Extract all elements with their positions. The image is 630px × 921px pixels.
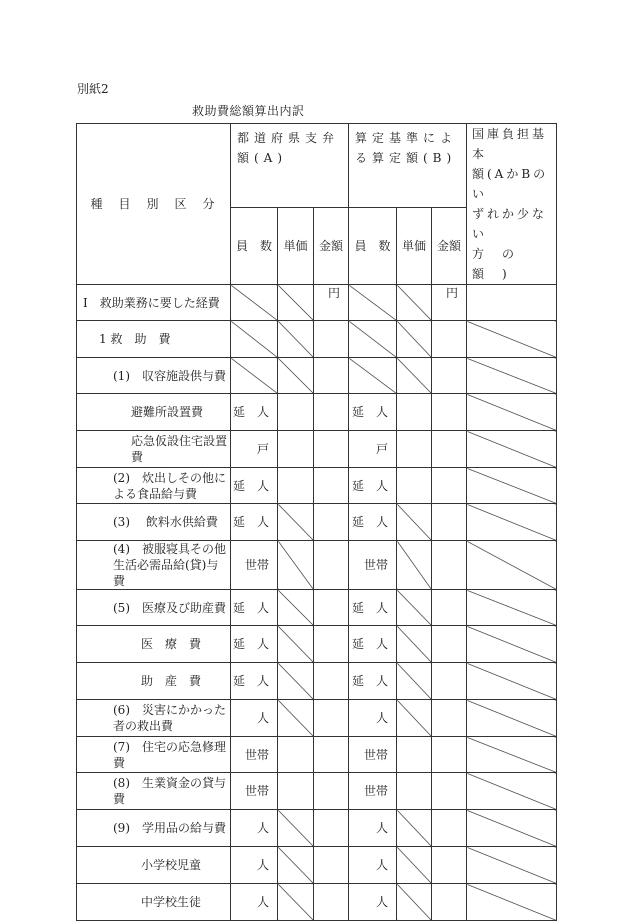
table-row	[77, 394, 557, 431]
table-row	[77, 810, 557, 847]
cell-b-unit-price	[397, 626, 432, 663]
cell-a-count: 人	[231, 700, 278, 737]
cell-a-count	[231, 285, 278, 321]
cell-a-unit-price	[278, 358, 314, 394]
cell-b-count	[349, 285, 397, 321]
cell-a-amount	[314, 431, 349, 468]
cell-a-count: 世帯	[231, 541, 278, 590]
cell-national-amount	[467, 541, 557, 590]
cell-national-amount	[467, 394, 557, 431]
cell-b-amount	[432, 504, 467, 541]
cell-a-unit-price	[278, 737, 314, 773]
cell-a-unit-price	[278, 663, 314, 700]
cell-a-unit-price	[278, 504, 314, 541]
cell-national-amount	[467, 504, 557, 541]
cell-a-amount	[314, 884, 349, 921]
cell-b-unit-price	[397, 663, 432, 700]
cell-a-unit-price	[278, 700, 314, 737]
cell-national-amount	[467, 590, 557, 626]
table-row	[77, 700, 557, 737]
cell-b-unit-price	[397, 590, 432, 626]
cell-a-amount	[314, 663, 349, 700]
cell-b-count: 延 人	[349, 468, 397, 504]
header-b-count: 員 数	[349, 208, 397, 285]
header-group-a: 都道府県支弁 額(A)	[231, 124, 349, 208]
table-row	[77, 504, 557, 541]
cell-a-count: 世帯	[231, 737, 278, 773]
rescue-cost-table	[76, 123, 557, 921]
cell-national-amount	[467, 285, 557, 321]
cell-a-amount: 円	[314, 285, 349, 321]
row-label: 避難所設置費	[77, 394, 231, 431]
cell-b-amount	[432, 394, 467, 431]
cell-a-amount	[314, 700, 349, 737]
cell-national-amount	[467, 884, 557, 921]
cell-b-count: 人	[349, 810, 397, 847]
cell-a-count: 世帯	[231, 773, 278, 810]
cell-national-amount	[467, 358, 557, 394]
document-title: 救助費総額算出内訳	[192, 104, 305, 118]
cell-b-count: 世帯	[349, 737, 397, 773]
cell-b-amount	[432, 663, 467, 700]
header-b-unit-price: 単価	[397, 208, 432, 285]
cell-a-amount	[314, 626, 349, 663]
cell-b-unit-price	[397, 504, 432, 541]
cell-b-count: 人	[349, 884, 397, 921]
cell-b-unit-price	[397, 737, 432, 773]
cell-a-unit-price	[278, 431, 314, 468]
row-label: 小学校児童	[77, 847, 231, 884]
cell-national-amount	[467, 321, 557, 358]
cell-a-unit-price	[278, 810, 314, 847]
cell-b-amount	[432, 590, 467, 626]
cell-a-count: 延 人	[231, 394, 278, 431]
row-label: 助 産 費	[77, 663, 231, 700]
cell-b-amount	[432, 847, 467, 884]
header-a-unit-price: 単価	[278, 208, 314, 285]
cell-a-unit-price	[278, 541, 314, 590]
cell-b-unit-price	[397, 358, 432, 394]
row-label: 中学校生徒	[77, 884, 231, 921]
cell-b-unit-price	[397, 847, 432, 884]
table-row	[77, 541, 557, 590]
row-label: I 救助業務に要した経費	[77, 285, 231, 321]
row-label: 医 療 費	[77, 626, 231, 663]
cell-b-count: 戸	[349, 431, 397, 468]
table-body	[77, 285, 557, 921]
cell-a-unit-price	[278, 285, 314, 321]
header-group-b: 算定基準によ る算定額(B)	[349, 124, 467, 208]
cell-b-unit-price	[397, 321, 432, 358]
cell-b-unit-price	[397, 285, 432, 321]
cell-b-count	[349, 321, 397, 358]
header-a-amount: 金額	[314, 208, 349, 285]
header-national: 国庫負担基本 額(AかBのい ずれか少ない 方 の 額 )	[467, 124, 557, 285]
cell-a-amount	[314, 773, 349, 810]
cell-national-amount	[467, 626, 557, 663]
header-b-amount: 金額	[432, 208, 467, 285]
cell-b-unit-price	[397, 541, 432, 590]
cell-b-unit-price	[397, 700, 432, 737]
row-label: (6) 災害にかかった 者の救出費	[77, 700, 231, 737]
cell-b-count: 世帯	[349, 773, 397, 810]
cell-b-amount	[432, 626, 467, 663]
cell-b-unit-price	[397, 884, 432, 921]
cell-a-count	[231, 358, 278, 394]
cell-a-count: 延 人	[231, 663, 278, 700]
cell-b-count: 人	[349, 700, 397, 737]
cell-a-unit-price	[278, 773, 314, 810]
cell-national-amount	[467, 468, 557, 504]
cell-a-count: 人	[231, 810, 278, 847]
cell-a-count	[231, 321, 278, 358]
table-row	[77, 321, 557, 358]
cell-national-amount	[467, 700, 557, 737]
cell-a-unit-price	[278, 468, 314, 504]
row-label: 応急仮設住宅設置 費	[77, 431, 231, 468]
header-a-count: 員 数	[231, 208, 278, 285]
cell-b-amount	[432, 773, 467, 810]
cell-national-amount	[467, 847, 557, 884]
cell-a-amount	[314, 394, 349, 431]
cell-a-amount	[314, 847, 349, 884]
table-row	[77, 737, 557, 773]
cell-a-unit-price	[278, 847, 314, 884]
cell-a-amount	[314, 321, 349, 358]
cell-national-amount	[467, 431, 557, 468]
table-row	[77, 431, 557, 468]
row-label: (8) 生業資金の貸与 費	[77, 773, 231, 810]
cell-a-amount	[314, 541, 349, 590]
cell-b-unit-price	[397, 431, 432, 468]
cell-b-unit-price	[397, 773, 432, 810]
cell-b-count: 延 人	[349, 590, 397, 626]
cell-national-amount	[467, 663, 557, 700]
table-row	[77, 626, 557, 663]
cell-b-amount	[432, 431, 467, 468]
cell-a-count: 延 人	[231, 590, 278, 626]
cell-b-unit-price	[397, 810, 432, 847]
cell-a-unit-price	[278, 590, 314, 626]
cell-b-amount	[432, 321, 467, 358]
cell-a-count: 人	[231, 847, 278, 884]
cell-national-amount	[467, 773, 557, 810]
table-row	[77, 358, 557, 394]
cell-national-amount	[467, 737, 557, 773]
cell-b-unit-price	[397, 468, 432, 504]
cell-b-amount	[432, 700, 467, 737]
row-label: (2) 炊出しその他に よる食品給与費	[77, 468, 231, 504]
cell-a-amount	[314, 737, 349, 773]
cell-a-unit-price	[278, 321, 314, 358]
row-label: (7) 住宅の応急修理 費	[77, 737, 231, 773]
cell-a-amount	[314, 504, 349, 541]
cell-a-amount	[314, 810, 349, 847]
cell-b-amount	[432, 468, 467, 504]
cell-b-amount	[432, 541, 467, 590]
cell-b-count: 延 人	[349, 626, 397, 663]
row-label: (3) 飲料水供給費	[77, 504, 231, 541]
cell-b-unit-price	[397, 394, 432, 431]
header-category: 種 目 別 区 分	[77, 124, 231, 285]
table-row	[77, 285, 557, 321]
cell-a-count: 延 人	[231, 626, 278, 663]
row-label: 1 救 助 費	[77, 321, 231, 358]
cell-b-count: 世帯	[349, 541, 397, 590]
cell-b-count	[349, 358, 397, 394]
table-row	[77, 663, 557, 700]
table-row	[77, 773, 557, 810]
annex-label: 別紙2	[77, 82, 109, 96]
cell-b-amount	[432, 810, 467, 847]
row-label: (9) 学用品の給与費	[77, 810, 231, 847]
cell-a-count: 戸	[231, 431, 278, 468]
cell-b-count: 人	[349, 847, 397, 884]
cell-national-amount	[467, 810, 557, 847]
row-label: (1) 収容施設供与費	[77, 358, 231, 394]
table-row	[77, 847, 557, 884]
cell-b-amount: 円	[432, 285, 467, 321]
cell-a-amount	[314, 358, 349, 394]
cell-b-amount	[432, 737, 467, 773]
cell-b-count: 延 人	[349, 394, 397, 431]
cell-a-count: 人	[231, 884, 278, 921]
cell-a-count: 延 人	[231, 504, 278, 541]
cell-b-count: 延 人	[349, 504, 397, 541]
cell-b-amount	[432, 884, 467, 921]
row-label: (5) 医療及び助産費	[77, 590, 231, 626]
table-row	[77, 884, 557, 921]
cell-a-unit-price	[278, 394, 314, 431]
row-label: (4) 被服寝具その他 生活必需品給(貸)与 費	[77, 541, 231, 590]
cell-b-amount	[432, 358, 467, 394]
cell-a-amount	[314, 590, 349, 626]
cell-a-amount	[314, 468, 349, 504]
cell-b-count: 延 人	[349, 663, 397, 700]
cell-a-unit-price	[278, 626, 314, 663]
table-row	[77, 468, 557, 504]
table-row	[77, 590, 557, 626]
cell-a-count: 延 人	[231, 468, 278, 504]
cell-a-unit-price	[278, 884, 314, 921]
